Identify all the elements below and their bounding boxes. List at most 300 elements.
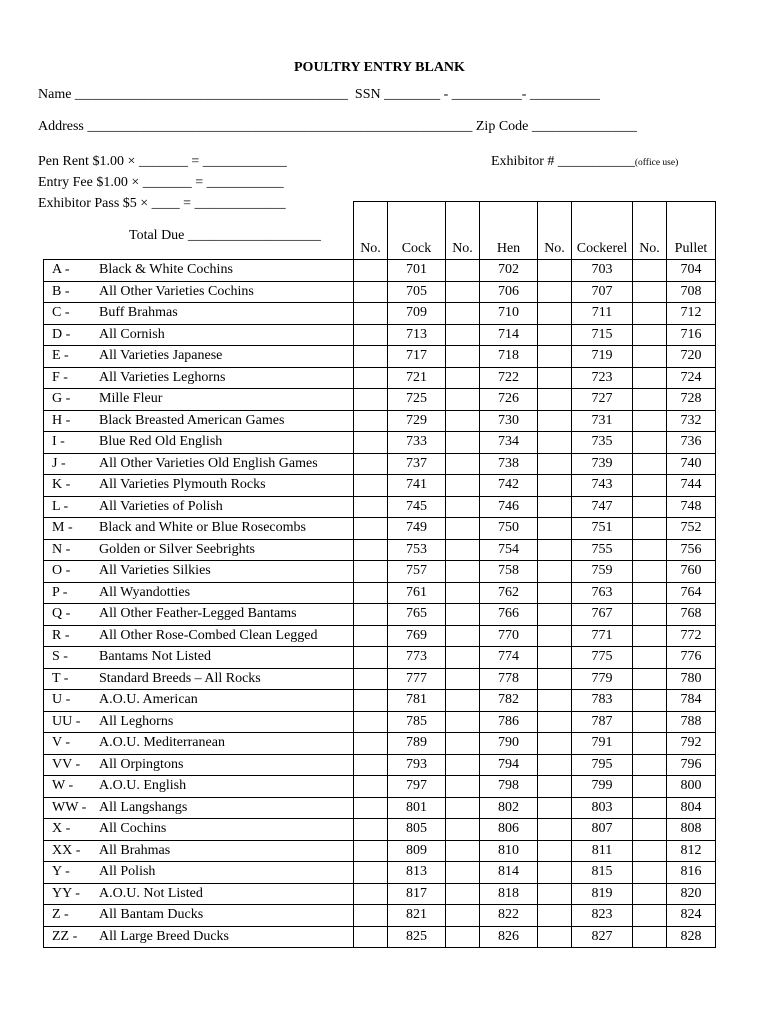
- pullet-count-field[interactable]: [633, 475, 667, 497]
- table-row: [44, 690, 716, 712]
- cock-class-number: 769: [388, 625, 446, 647]
- pullet-class-number: 820: [667, 883, 716, 905]
- class-code: J -: [52, 455, 66, 471]
- cock-count-field[interactable]: [354, 905, 388, 927]
- pullet-count-field[interactable]: [633, 453, 667, 475]
- hen-count-field[interactable]: [446, 324, 480, 346]
- pullet-count-field[interactable]: [633, 690, 667, 712]
- cock-class-number: 821: [388, 905, 446, 927]
- pullet-count-field[interactable]: [633, 754, 667, 776]
- breed-name: All Varieties Japanese: [99, 348, 223, 364]
- hen-count-field[interactable]: [446, 432, 480, 454]
- cockerel-count-field[interactable]: [538, 561, 572, 583]
- cock-count-field[interactable]: [354, 776, 388, 798]
- cockerel-count-field[interactable]: [538, 582, 572, 604]
- hen-class-number: 774: [480, 647, 538, 669]
- cock-count-field[interactable]: [354, 324, 388, 346]
- cockerel-count-field[interactable]: [538, 690, 572, 712]
- class-code: T -: [52, 670, 69, 686]
- cockerel-count-field[interactable]: [538, 389, 572, 411]
- table-row: [44, 819, 716, 841]
- table-row: [44, 260, 716, 282]
- exhibitor-number-label: Exhibitor # ___________: [491, 154, 635, 169]
- cock-count-field[interactable]: [354, 754, 388, 776]
- breed-label-cell: [44, 797, 354, 819]
- breed-label-cell: [44, 840, 354, 862]
- cockerel-count-field[interactable]: [538, 604, 572, 626]
- header-hen: Hen: [480, 202, 538, 260]
- cockerel-count-field[interactable]: [538, 776, 572, 798]
- hen-class-number: 802: [480, 797, 538, 819]
- cockerel-count-field[interactable]: [538, 453, 572, 475]
- cock-count-field[interactable]: [354, 389, 388, 411]
- entry-fee-line[interactable]: Entry Fee $1.00 × _______ = ___________: [38, 175, 284, 190]
- breed-label-cell: [44, 303, 354, 325]
- pullet-count-field[interactable]: [633, 926, 667, 948]
- breed-name: All Cochins: [99, 821, 167, 837]
- header-cockerel: Cockerel: [572, 202, 633, 260]
- class-code: V -: [52, 735, 71, 751]
- hen-class-number: 750: [480, 518, 538, 540]
- cock-count-field[interactable]: [354, 561, 388, 583]
- cock-count-field[interactable]: [354, 647, 388, 669]
- exhibitor-number-line[interactable]: [491, 154, 678, 171]
- pullet-count-field[interactable]: [633, 733, 667, 755]
- hen-class-number: 822: [480, 905, 538, 927]
- hen-count-field[interactable]: [446, 539, 480, 561]
- cockerel-count-field[interactable]: [538, 883, 572, 905]
- hen-class-number: 754: [480, 539, 538, 561]
- pullet-class-number: 740: [667, 453, 716, 475]
- pen-rent-line[interactable]: Pen Rent $1.00 × _______ = ____________: [38, 154, 287, 169]
- cockerel-count-field[interactable]: [538, 260, 572, 282]
- cock-count-field[interactable]: [354, 733, 388, 755]
- cock-class-number: 793: [388, 754, 446, 776]
- cock-class-number: 729: [388, 410, 446, 432]
- hen-count-field[interactable]: [446, 926, 480, 948]
- name-ssn-line[interactable]: Name _______________________________________ SSN ________ - __________- __________: [38, 87, 600, 102]
- class-code: UU -: [52, 713, 81, 729]
- breed-label-cell: [44, 582, 354, 604]
- form-title: POULTRY ENTRY BLANK: [294, 60, 465, 75]
- cockerel-count-field[interactable]: [538, 496, 572, 518]
- hen-count-field[interactable]: [446, 883, 480, 905]
- hen-count-field[interactable]: [446, 281, 480, 303]
- cock-count-field[interactable]: [354, 668, 388, 690]
- cockerel-count-field[interactable]: [538, 668, 572, 690]
- breed-name: Blue Red Old English: [99, 434, 223, 450]
- table-row: [44, 711, 716, 733]
- pullet-count-field[interactable]: [633, 367, 667, 389]
- cockerel-class-number: 731: [572, 410, 633, 432]
- hen-count-field[interactable]: [446, 840, 480, 862]
- cockerel-count-field[interactable]: [538, 303, 572, 325]
- cockerel-count-field[interactable]: [538, 711, 572, 733]
- hen-count-field[interactable]: [446, 690, 480, 712]
- cock-class-number: 701: [388, 260, 446, 282]
- class-code: I -: [52, 434, 65, 450]
- cockerel-count-field[interactable]: [538, 862, 572, 884]
- cockerel-count-field[interactable]: [538, 475, 572, 497]
- breed-label-cell: [44, 389, 354, 411]
- pullet-count-field[interactable]: [633, 797, 667, 819]
- cockerel-count-field[interactable]: [538, 905, 572, 927]
- hen-count-field[interactable]: [446, 389, 480, 411]
- hen-count-field[interactable]: [446, 711, 480, 733]
- table-row: [44, 367, 716, 389]
- cockerel-count-field[interactable]: [538, 346, 572, 368]
- breed-label-cell: [44, 561, 354, 583]
- class-code: H -: [52, 412, 71, 428]
- hen-class-number: 742: [480, 475, 538, 497]
- cock-count-field[interactable]: [354, 475, 388, 497]
- pullet-class-number: 772: [667, 625, 716, 647]
- hen-count-field[interactable]: [446, 475, 480, 497]
- table-row: [44, 733, 716, 755]
- cockerel-count-field[interactable]: [538, 819, 572, 841]
- cock-count-field[interactable]: [354, 453, 388, 475]
- pullet-class-number: 808: [667, 819, 716, 841]
- cock-class-number: 765: [388, 604, 446, 626]
- class-code: WW -: [52, 799, 87, 815]
- pullet-count-field[interactable]: [633, 582, 667, 604]
- pullet-class-number: 812: [667, 840, 716, 862]
- cock-class-number: 801: [388, 797, 446, 819]
- hen-count-field[interactable]: [446, 625, 480, 647]
- pullet-class-number: 796: [667, 754, 716, 776]
- table-row: [44, 281, 716, 303]
- pullet-count-field[interactable]: [633, 496, 667, 518]
- cockerel-count-field[interactable]: [538, 410, 572, 432]
- table-row: [44, 582, 716, 604]
- breed-label-cell: [44, 862, 354, 884]
- pullet-class-number: 824: [667, 905, 716, 927]
- pullet-count-field[interactable]: [633, 840, 667, 862]
- cock-count-field[interactable]: [354, 690, 388, 712]
- cockerel-count-field[interactable]: [538, 367, 572, 389]
- class-code: U -: [52, 692, 71, 708]
- cockerel-count-field[interactable]: [538, 539, 572, 561]
- cock-class-number: 757: [388, 561, 446, 583]
- breed-label-cell: [44, 647, 354, 669]
- pullet-count-field[interactable]: [633, 389, 667, 411]
- pullet-class-number: 780: [667, 668, 716, 690]
- class-code: E -: [52, 348, 69, 364]
- pullet-count-field[interactable]: [633, 539, 667, 561]
- class-code: Q -: [52, 606, 71, 622]
- pullet-count-field[interactable]: [633, 281, 667, 303]
- pullet-class-number: 728: [667, 389, 716, 411]
- cockerel-count-field[interactable]: [538, 840, 572, 862]
- cockerel-class-number: 823: [572, 905, 633, 927]
- cock-class-number: 741: [388, 475, 446, 497]
- pullet-count-field[interactable]: [633, 260, 667, 282]
- cock-count-field[interactable]: [354, 604, 388, 626]
- table-row: [44, 668, 716, 690]
- class-code: M -: [52, 520, 73, 536]
- cock-class-number: 777: [388, 668, 446, 690]
- breed-name: All Other Varieties Old English Games: [99, 455, 318, 471]
- cockerel-count-field[interactable]: [538, 518, 572, 540]
- breed-name: All Large Breed Ducks: [99, 928, 229, 944]
- table-row: [44, 432, 716, 454]
- class-code: A -: [52, 262, 70, 278]
- breed-label-cell: [44, 690, 354, 712]
- cockerel-class-number: 819: [572, 883, 633, 905]
- pullet-count-field[interactable]: [633, 647, 667, 669]
- pullet-count-field[interactable]: [633, 883, 667, 905]
- hen-count-field[interactable]: [446, 905, 480, 927]
- cock-count-field[interactable]: [354, 346, 388, 368]
- cock-count-field[interactable]: [354, 862, 388, 884]
- breed-name: Bantams Not Listed: [99, 649, 211, 665]
- pullet-class-number: 828: [667, 926, 716, 948]
- cockerel-class-number: 703: [572, 260, 633, 282]
- breed-name: Black & White Cochins: [99, 262, 233, 278]
- cock-count-field[interactable]: [354, 367, 388, 389]
- cockerel-count-field[interactable]: [538, 625, 572, 647]
- cockerel-class-number: 755: [572, 539, 633, 561]
- address-zip-line[interactable]: Address _______________________________________________________ Zip Code _______________: [38, 119, 637, 134]
- cock-class-number: 709: [388, 303, 446, 325]
- cock-count-field[interactable]: [354, 260, 388, 282]
- breed-label-cell: [44, 711, 354, 733]
- cock-count-field[interactable]: [354, 819, 388, 841]
- class-code: G -: [52, 391, 71, 407]
- cock-count-field[interactable]: [354, 840, 388, 862]
- breed-label-cell: [44, 883, 354, 905]
- hen-count-field[interactable]: [446, 754, 480, 776]
- breed-label-cell: [44, 410, 354, 432]
- cock-count-field[interactable]: [354, 582, 388, 604]
- breed-label-cell: [44, 346, 354, 368]
- pullet-count-field[interactable]: [633, 410, 667, 432]
- hen-class-number: 714: [480, 324, 538, 346]
- cock-count-field[interactable]: [354, 539, 388, 561]
- hen-class-number: 770: [480, 625, 538, 647]
- class-code: S -: [52, 649, 68, 665]
- breed-name: Golden or Silver Seebrights: [99, 541, 255, 557]
- cockerel-count-field[interactable]: [538, 754, 572, 776]
- cockerel-count-field[interactable]: [538, 733, 572, 755]
- cock-count-field[interactable]: [354, 432, 388, 454]
- cock-count-field[interactable]: [354, 797, 388, 819]
- header-cock: Cock: [388, 202, 446, 260]
- table-row: [44, 625, 716, 647]
- pullet-count-field[interactable]: [633, 711, 667, 733]
- cockerel-class-number: 711: [572, 303, 633, 325]
- hen-count-field[interactable]: [446, 453, 480, 475]
- breed-name: All Other Feather-Legged Bantams: [99, 606, 297, 622]
- breed-name: All Wyandotties: [99, 584, 191, 600]
- exhibitor-pass-line[interactable]: Exhibitor Pass $5 × ____ = _____________: [38, 196, 286, 211]
- hen-class-number: 806: [480, 819, 538, 841]
- hen-count-field[interactable]: [446, 367, 480, 389]
- cockerel-class-number: 775: [572, 647, 633, 669]
- cockerel-class-number: 759: [572, 561, 633, 583]
- cock-count-field[interactable]: [354, 281, 388, 303]
- cock-count-field[interactable]: [354, 518, 388, 540]
- table-row: [44, 324, 716, 346]
- hen-count-field[interactable]: [446, 260, 480, 282]
- breed-name: All Polish: [99, 864, 156, 880]
- hen-count-field[interactable]: [446, 346, 480, 368]
- cockerel-class-number: 767: [572, 604, 633, 626]
- table-row: [44, 647, 716, 669]
- hen-class-number: 762: [480, 582, 538, 604]
- cockerel-count-field[interactable]: [538, 926, 572, 948]
- hen-count-field[interactable]: [446, 862, 480, 884]
- hen-class-number: 702: [480, 260, 538, 282]
- breed-label-cell: [44, 625, 354, 647]
- cockerel-class-number: 747: [572, 496, 633, 518]
- class-code: R -: [52, 627, 70, 643]
- cock-count-field[interactable]: [354, 303, 388, 325]
- class-code: L -: [52, 498, 69, 514]
- hen-class-number: 706: [480, 281, 538, 303]
- hen-count-field[interactable]: [446, 668, 480, 690]
- class-code: X -: [52, 821, 71, 837]
- pullet-class-number: 708: [667, 281, 716, 303]
- cockerel-count-field[interactable]: [538, 281, 572, 303]
- breed-label-cell: [44, 776, 354, 798]
- breed-label-cell: [44, 453, 354, 475]
- cock-count-field[interactable]: [354, 711, 388, 733]
- cock-class-number: 761: [388, 582, 446, 604]
- hen-count-field[interactable]: [446, 604, 480, 626]
- hen-class-number: 790: [480, 733, 538, 755]
- pullet-count-field[interactable]: [633, 625, 667, 647]
- pullet-count-field[interactable]: [633, 561, 667, 583]
- class-code: D -: [52, 326, 71, 342]
- hen-count-field[interactable]: [446, 303, 480, 325]
- pullet-count-field[interactable]: [633, 905, 667, 927]
- class-code: Z -: [52, 907, 69, 923]
- cock-class-number: 813: [388, 862, 446, 884]
- cock-count-field[interactable]: [354, 625, 388, 647]
- pullet-count-field[interactable]: [633, 518, 667, 540]
- table-row: [44, 905, 716, 927]
- class-code: C -: [52, 305, 70, 321]
- cock-class-number: 745: [388, 496, 446, 518]
- cockerel-count-field[interactable]: [538, 432, 572, 454]
- table-row: [44, 410, 716, 432]
- table-row: [44, 883, 716, 905]
- cock-class-number: 753: [388, 539, 446, 561]
- breed-name: A.O.U. Mediterranean: [99, 735, 225, 751]
- breed-label-cell: [44, 496, 354, 518]
- cockerel-count-field[interactable]: [538, 647, 572, 669]
- breed-name: All Orpingtons: [99, 756, 184, 772]
- pullet-class-number: 756: [667, 539, 716, 561]
- cock-class-number: 825: [388, 926, 446, 948]
- pullet-count-field[interactable]: [633, 303, 667, 325]
- hen-count-field[interactable]: [446, 647, 480, 669]
- table-row: [44, 303, 716, 325]
- hen-class-number: 786: [480, 711, 538, 733]
- breed-name: All Cornish: [99, 326, 165, 342]
- pullet-count-field[interactable]: [633, 819, 667, 841]
- cockerel-class-number: 787: [572, 711, 633, 733]
- pullet-class-number: 816: [667, 862, 716, 884]
- breed-label-cell: [44, 539, 354, 561]
- hen-count-field[interactable]: [446, 496, 480, 518]
- cockerel-class-number: 743: [572, 475, 633, 497]
- breed-label-cell: [44, 367, 354, 389]
- hen-count-field[interactable]: [446, 797, 480, 819]
- breed-label-cell: [44, 518, 354, 540]
- class-code: F -: [52, 369, 68, 385]
- breed-name: All Varieties Silkies: [99, 563, 211, 579]
- hen-class-number: 826: [480, 926, 538, 948]
- table-row: [44, 453, 716, 475]
- table-row: [44, 539, 716, 561]
- hen-class-number: 730: [480, 410, 538, 432]
- cockerel-class-number: 715: [572, 324, 633, 346]
- class-code: VV -: [52, 756, 81, 772]
- cock-count-field[interactable]: [354, 926, 388, 948]
- cockerel-class-number: 807: [572, 819, 633, 841]
- pullet-count-field[interactable]: [633, 324, 667, 346]
- pullet-count-field[interactable]: [633, 432, 667, 454]
- total-due-line[interactable]: Total Due ___________________: [129, 228, 321, 243]
- cockerel-class-number: 735: [572, 432, 633, 454]
- pullet-count-field[interactable]: [633, 604, 667, 626]
- hen-count-field[interactable]: [446, 518, 480, 540]
- cockerel-count-field[interactable]: [538, 324, 572, 346]
- header-no-cock: No.: [354, 202, 388, 260]
- hen-count-field[interactable]: [446, 582, 480, 604]
- pullet-count-field[interactable]: [633, 346, 667, 368]
- pullet-class-number: 784: [667, 690, 716, 712]
- cockerel-class-number: 751: [572, 518, 633, 540]
- cock-count-field[interactable]: [354, 410, 388, 432]
- table-row: [44, 604, 716, 626]
- hen-class-number: 738: [480, 453, 538, 475]
- breed-label-cell: [44, 733, 354, 755]
- cockerel-class-number: 803: [572, 797, 633, 819]
- pullet-count-field[interactable]: [633, 776, 667, 798]
- breed-name: Black and White or Blue Rosecombs: [99, 520, 306, 536]
- cock-count-field[interactable]: [354, 496, 388, 518]
- hen-count-field[interactable]: [446, 733, 480, 755]
- breed-name: All Other Varieties Cochins: [99, 283, 254, 299]
- hen-count-field[interactable]: [446, 819, 480, 841]
- hen-count-field[interactable]: [446, 561, 480, 583]
- pullet-count-field[interactable]: [633, 668, 667, 690]
- class-code: YY -: [52, 885, 80, 901]
- hen-count-field[interactable]: [446, 776, 480, 798]
- class-code: B -: [52, 283, 70, 299]
- cockerel-class-number: 739: [572, 453, 633, 475]
- cockerel-count-field[interactable]: [538, 797, 572, 819]
- breed-name: A.O.U. English: [99, 778, 187, 794]
- breed-label-cell: [44, 754, 354, 776]
- breed-label-cell: [44, 668, 354, 690]
- pullet-class-number: 704: [667, 260, 716, 282]
- hen-class-number: 794: [480, 754, 538, 776]
- cock-count-field[interactable]: [354, 883, 388, 905]
- pullet-count-field[interactable]: [633, 862, 667, 884]
- cock-class-number: 809: [388, 840, 446, 862]
- hen-class-number: 718: [480, 346, 538, 368]
- cockerel-class-number: 723: [572, 367, 633, 389]
- hen-count-field[interactable]: [446, 410, 480, 432]
- pullet-class-number: 788: [667, 711, 716, 733]
- breed-name: All Leghorns: [99, 713, 174, 729]
- cockerel-class-number: 771: [572, 625, 633, 647]
- cock-class-number: 713: [388, 324, 446, 346]
